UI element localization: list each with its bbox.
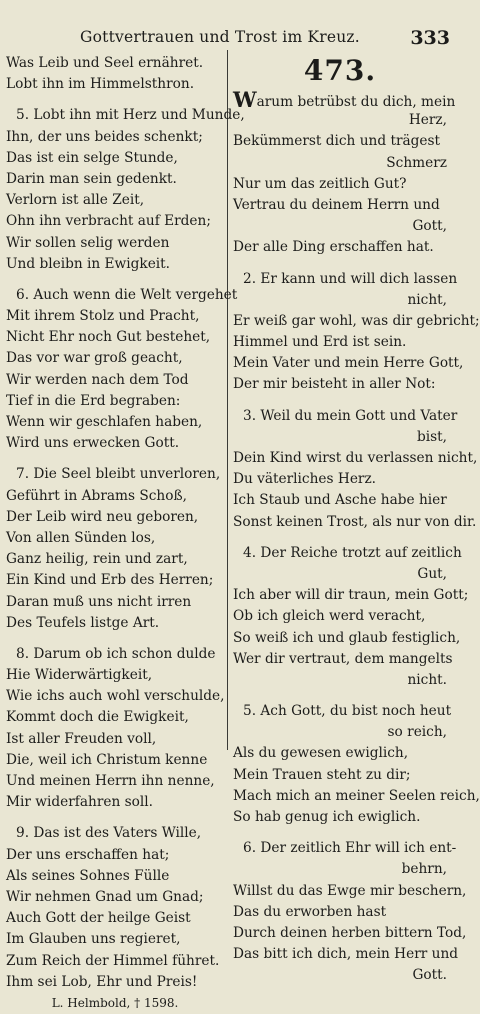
- verse-line: Zum Reich der Himmel führet.: [6, 952, 220, 969]
- verse-line: Ist aller Freuden voll,: [6, 730, 157, 747]
- verse-line: Wenn wir geschlafen haben,: [6, 414, 203, 430]
- drop-cap: W: [233, 87, 257, 112]
- verse-line: Hie Widerwärtigkeit,: [6, 667, 153, 684]
- wrapped-line-end: Herz,: [408, 112, 447, 129]
- verse-line: Der alle Ding erschaffen hat.: [233, 239, 434, 256]
- verse-line: Das vor war groß geacht,: [6, 350, 183, 367]
- verse-line: Das bitt ich dich, mein Herr und: [233, 946, 459, 963]
- verse-line: So weiß ich und glaub festiglich,: [233, 629, 461, 646]
- verse-line: Was Leib und Seel ernähret.: [6, 55, 204, 71]
- verse-line: Als seines Sohnes Fülle: [6, 867, 170, 884]
- verse-line: Bekümmerst dich und trägest: [233, 133, 441, 150]
- stanza-gap: [6, 275, 224, 285]
- verse-line: Mein Trauen steht zu dir;: [233, 766, 411, 783]
- stanza-first-line: 3. Weil du mein Gott und Vater: [243, 407, 458, 424]
- stanza-first-line: 6. Der zeitlich Ehr will ich ent-: [243, 840, 457, 857]
- verse-line: Geführt in Abrams Schoß,: [6, 487, 187, 504]
- verse-line: Wir sollen selig werden: [6, 234, 170, 251]
- verse-line: Wir nehmen Gnad um Gnad;: [6, 888, 204, 905]
- verse-line: Nur um das zeitlich Gut?: [233, 175, 407, 192]
- stanza-gap: [6, 95, 224, 105]
- verse-line: Ihm sei Lob, Ehr und Preis!: [6, 973, 198, 990]
- wrapped-line-end: Gott.: [412, 967, 447, 984]
- verse-line: Verlorn ist alle Zeit,: [6, 192, 145, 209]
- running-title: Gottvertrauen und Trost im Kreuz.: [80, 28, 360, 46]
- stanza-first-line: 9. Das ist des Vaters Wille,: [16, 825, 202, 842]
- verse-line: Und bleibn in Ewigkeit.: [6, 255, 171, 272]
- verse-line: Darin man sein gedenkt.: [6, 170, 177, 187]
- verse-line: Wer dir vertraut, dem mangelts: [233, 650, 453, 667]
- stanza-first-line: 5. Lobt ihn mit Herz und Munde,: [16, 107, 245, 124]
- stanza-gap: [6, 634, 224, 644]
- wrapped-line-end: nicht.: [407, 671, 447, 688]
- verse-line: Der Leib wird neu geboren,: [6, 508, 199, 525]
- column-divider: [227, 50, 228, 750]
- verse-line: Der mir beisteht in aller Not:: [233, 376, 436, 393]
- verse-line: Daran muß uns nicht irren: [6, 593, 192, 610]
- verse-line: Mit ihrem Stolz und Pracht,: [6, 308, 200, 325]
- stanza-gap: [233, 691, 447, 701]
- verse-line: Er weiß gar wohl, was dir gebricht;: [233, 312, 480, 329]
- page-header: [0, 28, 480, 52]
- stanza-first-line: 4. Der Reiche trotzt auf zeitlich: [243, 544, 462, 561]
- stanza-first-line: 5. Ach Gott, du bist noch heut: [243, 703, 452, 720]
- wrapped-line-end: bist,: [416, 428, 447, 445]
- verse-line: Des Teufels listge Art.: [6, 614, 160, 631]
- verse-line: Kommt doch die Ewigkeit,: [6, 709, 189, 726]
- stanza-gap: [6, 454, 224, 464]
- page-number: 333: [410, 27, 450, 49]
- verse-line: Ganz heilig, rein und zart,: [6, 551, 188, 568]
- verse-line: Als du gewesen ewiglich,: [233, 745, 409, 762]
- wrapped-line-end: Gut,: [417, 565, 447, 582]
- stanza-gap: [233, 533, 447, 543]
- verse-line: Ein Kind und Erb des Herren;: [6, 572, 214, 589]
- verse-line: Ob ich gleich werd veracht,: [233, 608, 426, 625]
- stanza-gap: [233, 259, 447, 269]
- verse-line: Das du erworben hast: [233, 903, 387, 920]
- verse-line: Mach mich an meiner Seelen reich,: [233, 787, 480, 804]
- verse-line: Wird uns erwecken Gott.: [6, 435, 180, 452]
- stanza-first-line: 6. Auch wenn die Welt vergehet: [16, 286, 238, 303]
- stanza-gap: [233, 828, 447, 838]
- right-column: [233, 53, 480, 987]
- verse-line: Und meinen Herrn ihn nenne,: [6, 773, 215, 789]
- author-credit: L. Helmbold, † 1598.: [51, 995, 179, 1010]
- hymn-number: 473.: [303, 54, 377, 87]
- verse-line: Tief in die Erd begraben:: [6, 392, 181, 409]
- verse-line: Ohn ihn verbracht auf Erden;: [6, 213, 211, 230]
- verse-line: Durch deinen herben bittern Tod,: [233, 924, 467, 941]
- verse-line: Im Glauben uns regieret,: [6, 931, 181, 948]
- wrapped-line-end: behrn,: [401, 861, 447, 878]
- stanza-first-line: 7. Die Seel bleibt unverloren,: [16, 466, 221, 483]
- opening-line-text: arum betrübst du dich, mein: [256, 94, 456, 110]
- verse-line: Der uns erschaffen hat;: [6, 846, 170, 863]
- verse-line: Ich Staub und Asche habe hier: [233, 492, 447, 509]
- wrapped-line-end: nicht,: [407, 291, 447, 308]
- verse-line: Mein Vater und mein Herre Gott,: [233, 355, 464, 372]
- verse-line: Auch Gott der heilge Geist: [6, 910, 191, 927]
- verse-line: Die, weil ich Christum kenne: [6, 751, 208, 768]
- verse-line: Ihn, der uns beides schenkt;: [6, 128, 203, 145]
- verse-line: Von allen Sünden los,: [6, 529, 156, 546]
- wrapped-line-end: so reich,: [387, 724, 447, 741]
- left-column: [6, 53, 245, 1014]
- stanza-first-line: 8. Darum ob ich schon dulde: [16, 645, 216, 662]
- verse-line: Wie ichs auch wohl verschulde,: [6, 688, 225, 705]
- opening-line: [233, 87, 456, 112]
- verse-line: Dein Kind wirst du verlassen nicht,: [233, 450, 478, 466]
- verse-line: Nicht Ehr noch Gut bestehet,: [6, 329, 211, 346]
- verse-line: Willst du das Ewge mir beschern,: [233, 882, 467, 899]
- verse-line: Das ist ein selge Stunde,: [6, 149, 178, 166]
- stanza-gap: [6, 813, 224, 823]
- stanza-gap: [233, 396, 447, 406]
- verse-line: Mir widerfahren soll.: [6, 794, 154, 811]
- wrapped-line-end: Schmerz: [386, 154, 447, 171]
- stanza-first-line: 2. Er kann und will dich lassen: [243, 270, 458, 287]
- verse-line: Wir werden nach dem Tod: [6, 371, 189, 388]
- verse-line: Himmel und Erd ist sein.: [233, 334, 407, 351]
- verse-line: Vertrau du deinem Herrn und: [233, 196, 440, 213]
- verse-line: Du väterliches Herz.: [233, 471, 377, 488]
- verse-line: Sonst keinen Trost, als nur von dir.: [233, 513, 477, 530]
- verse-line: So hab genug ich ewiglich.: [233, 809, 421, 825]
- verse-line: Ich aber will dir traun, mein Gott;: [233, 587, 469, 604]
- verse-line: Lobt ihn im Himmelsthron.: [6, 76, 195, 93]
- wrapped-line-end: Gott,: [412, 218, 447, 235]
